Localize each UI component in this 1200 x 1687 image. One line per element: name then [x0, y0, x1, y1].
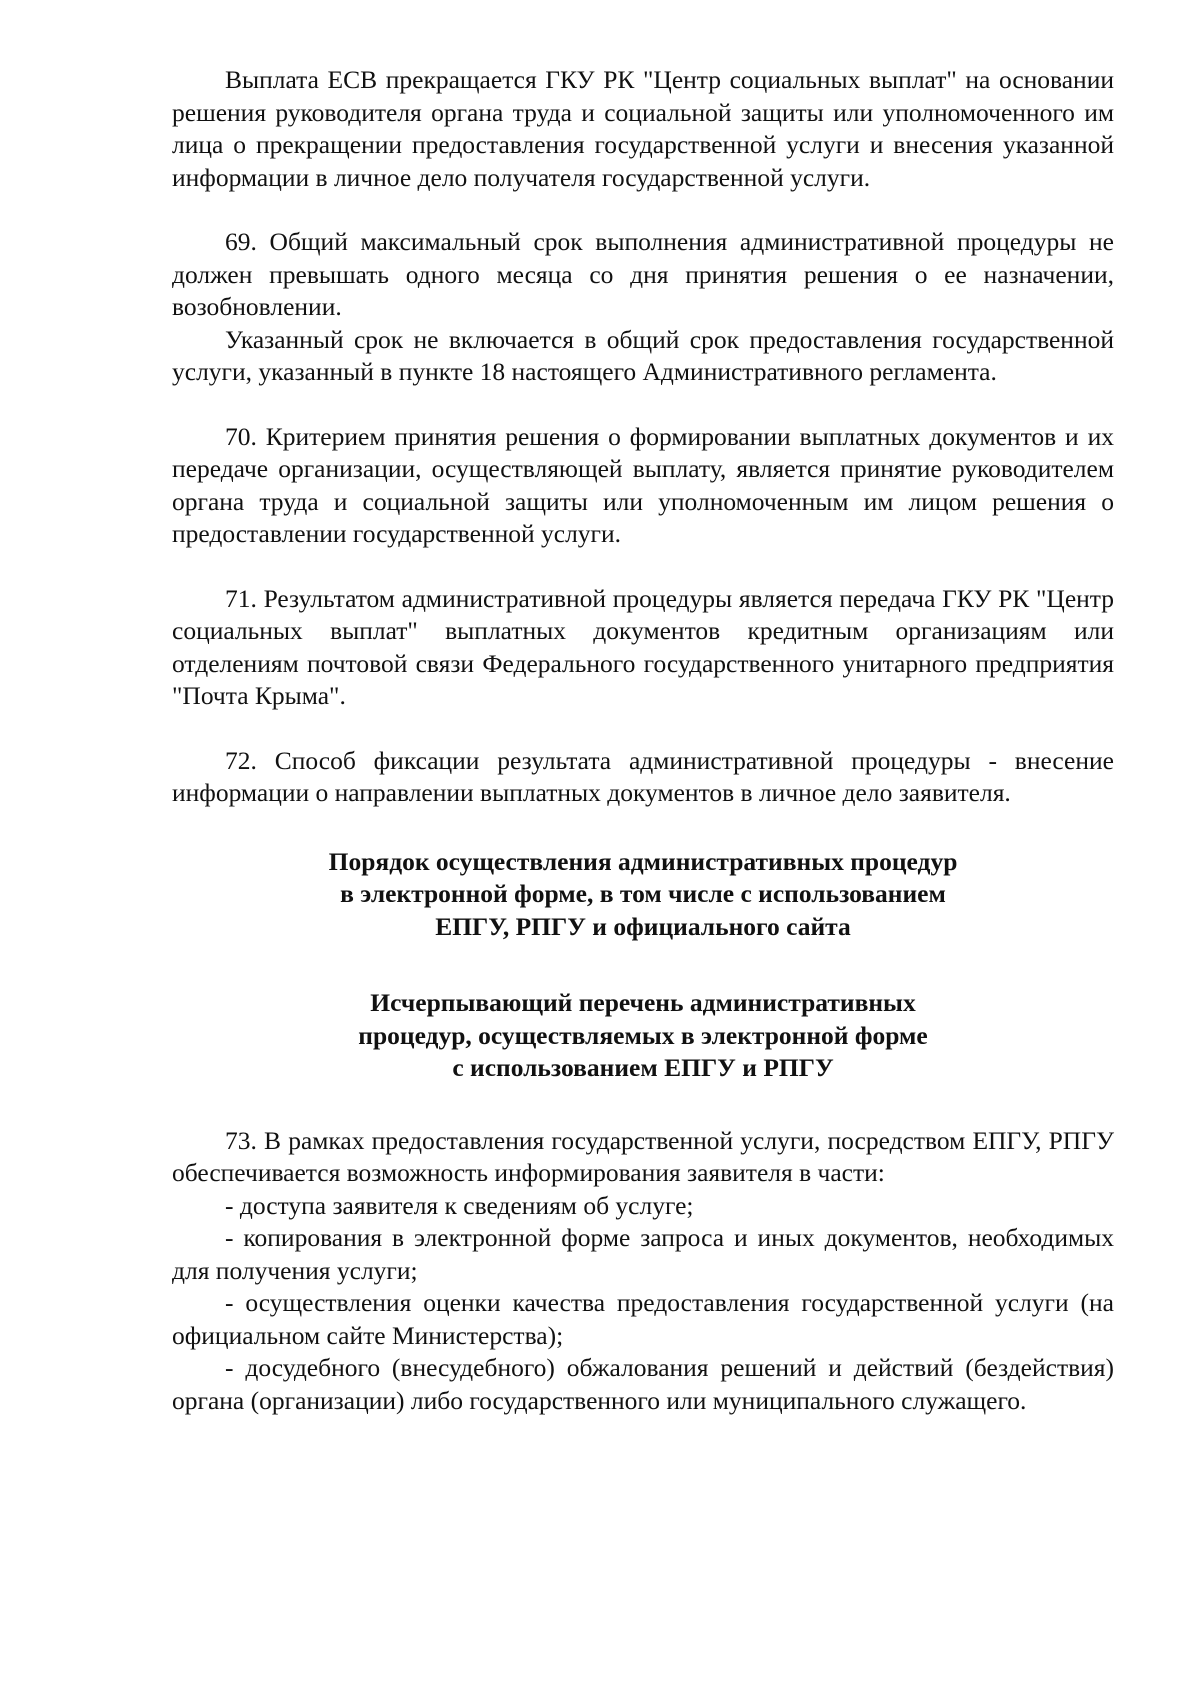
paragraph-71: 71. Результатом административной процедуры является передача ГКУ РК "Центр социальных выплат" выплатных документов кредитным организациям или отделениям почтовой связи Федерального государственного унитарного предприятия "Почта Крыма".: [172, 583, 1114, 710]
list-item: - доступа заявителя к сведениям об услуге;: [225, 1190, 694, 1220]
heading-line: ЕПГУ, РПГУ и официального сайта: [435, 911, 851, 941]
paragraph-esv-termination: Выплата ЕСВ прекращается ГКУ РК "Центр социальных выплат" на основании решения руководителя органа труда и социальной защиты или уполномоченного им лица о прекращении предоставления государственной услуги и внесения указанной информации в личное дело получателя государственной услуги.: [172, 65, 1114, 192]
section-heading-electronic-procedures: [172, 846, 1114, 944]
paragraph-70: 70. Критерием принятия решения о формировании выплатных документов и их передаче организации, осуществляющей выплату, является принятие руководителем органа труда и социальной защиты или уполномоченным им лицом решения о предоставлении государственной услуги.: [172, 421, 1114, 548]
heading-line: с использованием ЕПГУ и РПГУ: [452, 1053, 834, 1082]
list-item: - копирования в электронной форме запроса и иных документов, необходимых для получения услуги;: [172, 1223, 1114, 1285]
heading-line: в электронной форме, в том числе с использованием: [340, 879, 946, 908]
list-item: - досудебного (внесудебного) обжалования решений и действий (бездействия) органа (организации) либо государственного или муниципального служащего.: [172, 1353, 1114, 1415]
list-item: - осуществления оценки качества предоставления государственной услуги (на официальном сайте Министерства);: [172, 1288, 1114, 1350]
document-page: [172, 64, 1114, 1417]
paragraph-72: 72. Способ фиксации результата административной процедуры - внесение информации о направлении выплатных документов в личное дело заявителя.: [172, 745, 1114, 807]
paragraph-73: 73. В рамках предоставления государственной услуги, посредством ЕПГУ, РПГУ обеспечивается возможность информирования заявителя в части:: [172, 1125, 1114, 1187]
paragraph-69-continued: Указанный срок не включается в общий срок предоставления государственной услуги, указанный в пункте 18 настоящего Административного регламента.: [172, 324, 1114, 386]
section-heading-procedure-list: [172, 987, 1114, 1085]
heading-line: процедур, осуществляемых в электронной форме: [358, 1020, 928, 1050]
paragraph-69: 69. Общий максимальный срок выполнения административной процедуры не должен превышать одного месяца со дня принятия решения о ее назначении, возобновлении.: [172, 227, 1114, 321]
heading-line: Порядок осуществления административных процедур: [328, 846, 958, 876]
heading-line: Исчерпывающий перечень административных: [370, 988, 916, 1017]
